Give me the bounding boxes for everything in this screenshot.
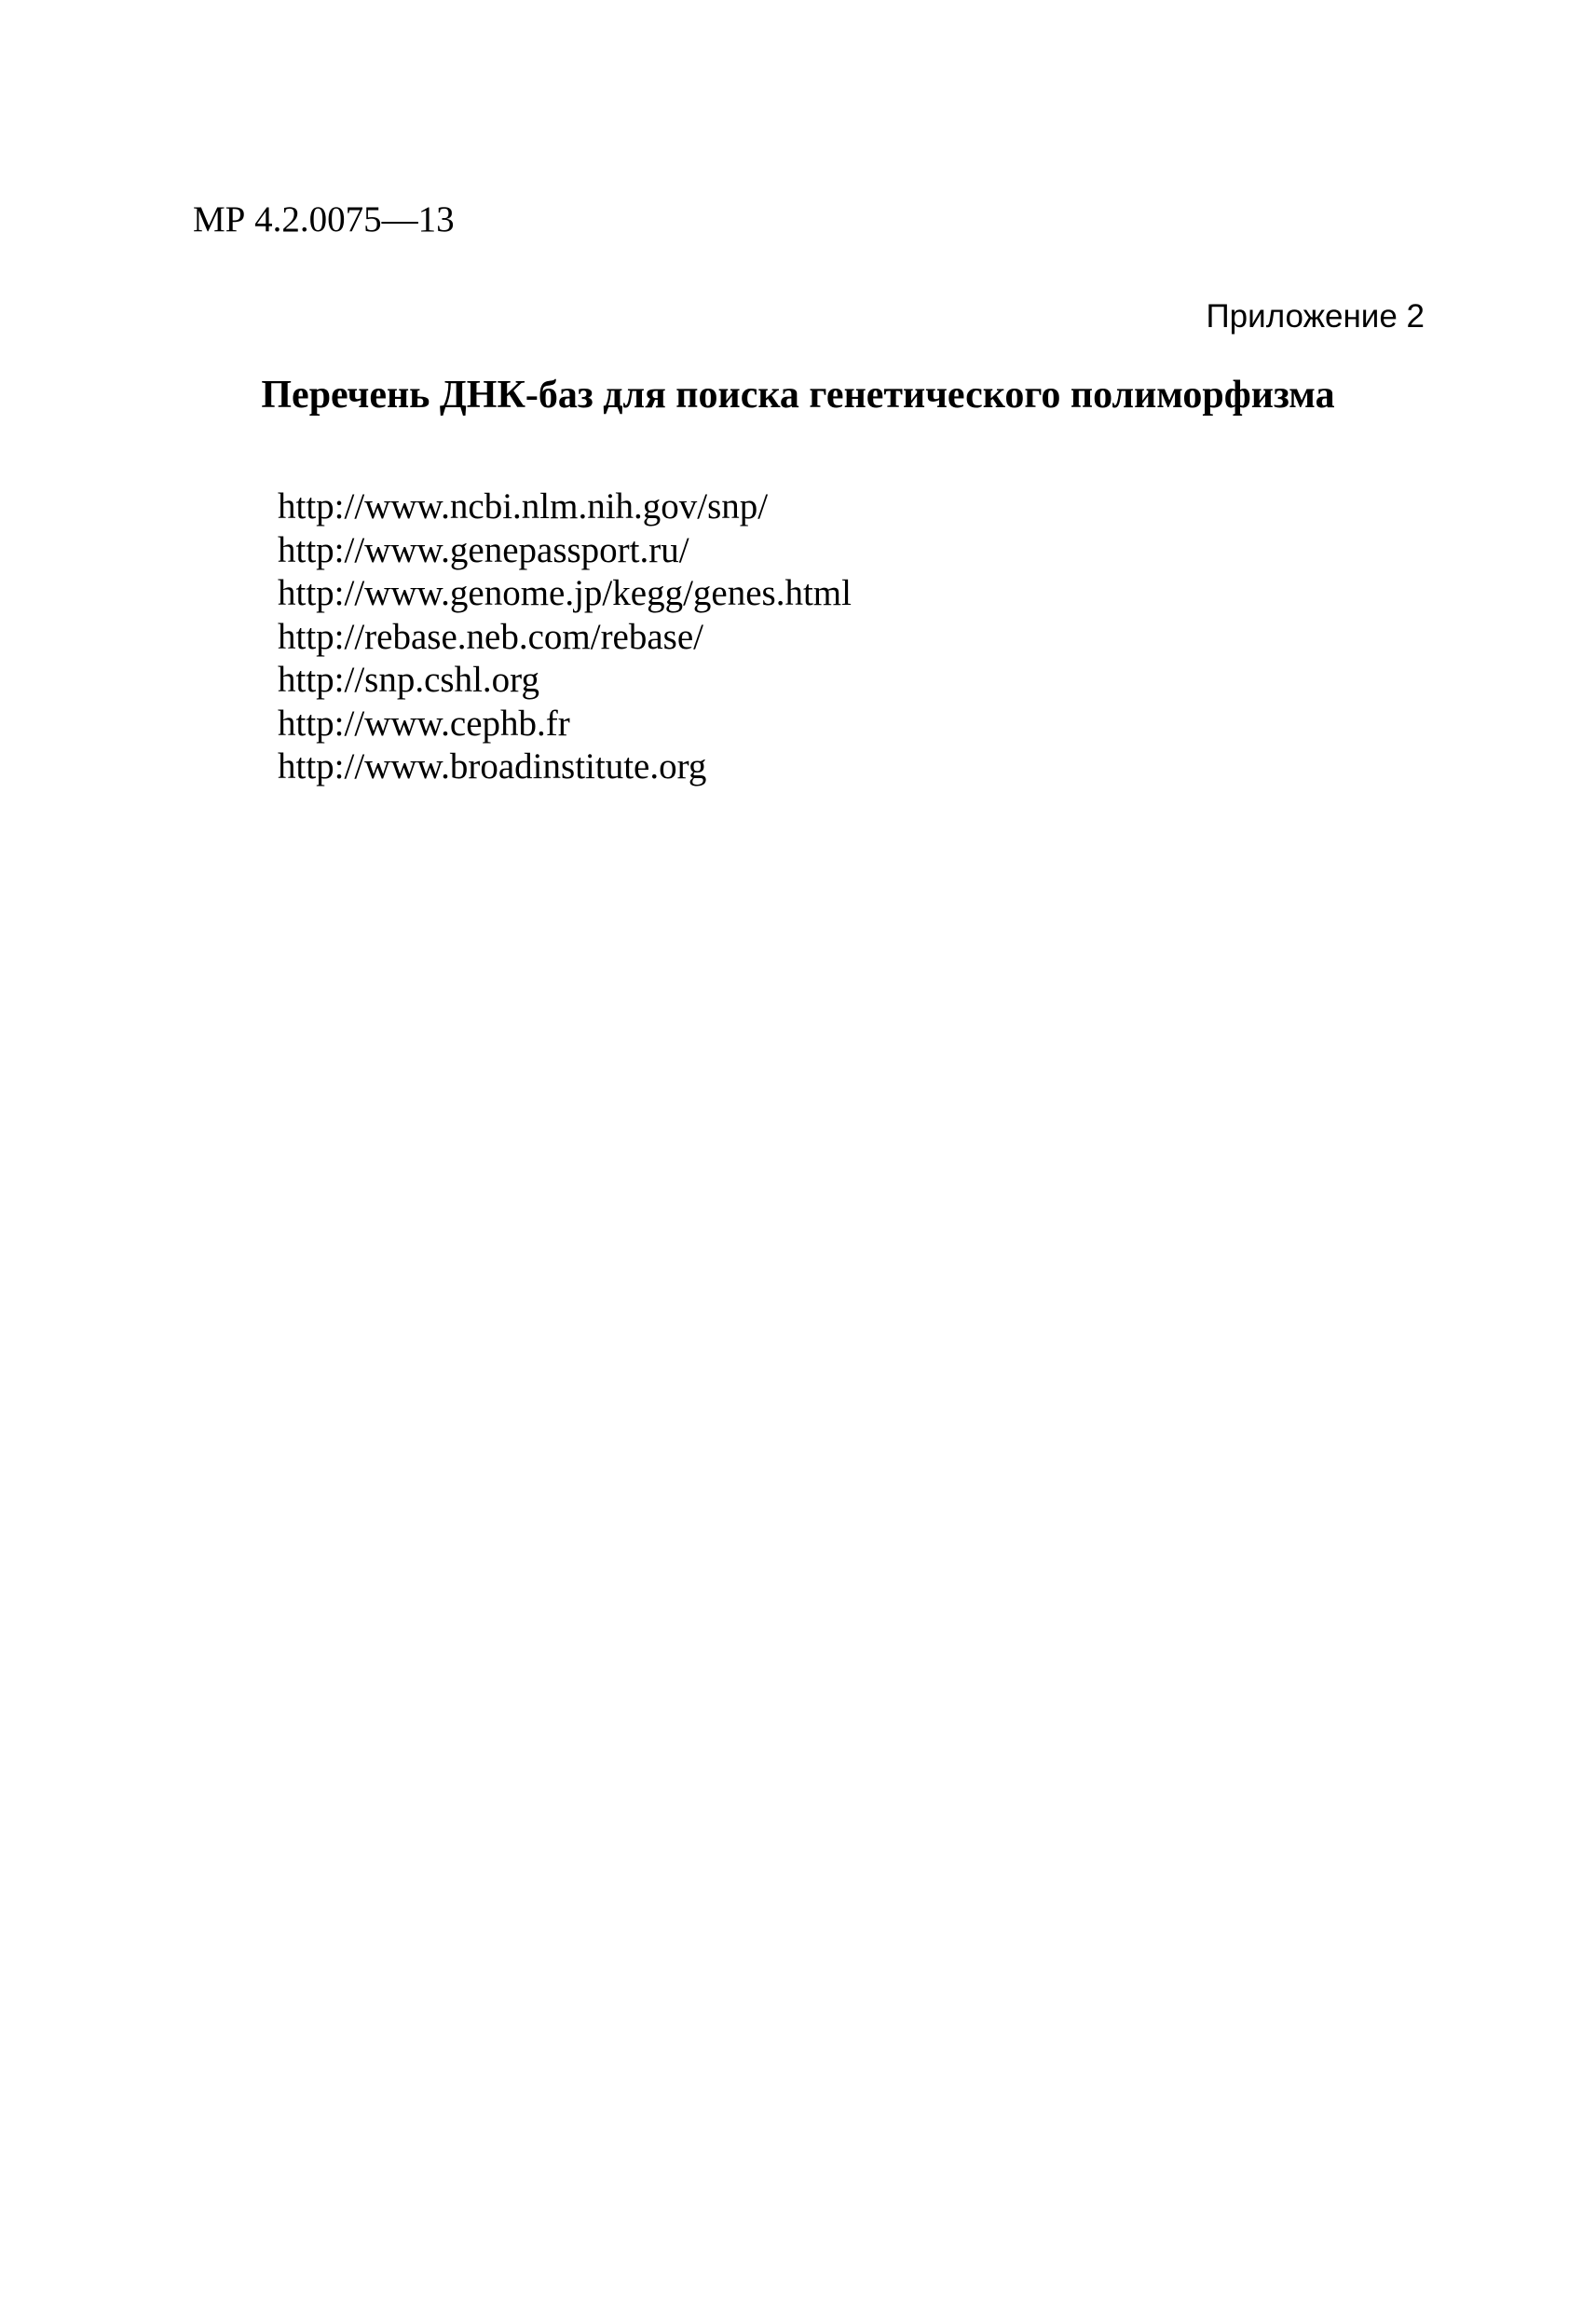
url-item: http://rebase.neb.com/rebase/ (278, 616, 703, 657)
url-item: http://www.genome.jp/kegg/genes.html (278, 573, 852, 613)
appendix-label: Приложение 2 (1206, 298, 1425, 335)
url-item: http://www.genepassport.ru/ (278, 529, 689, 570)
url-item: http://www.cephb.fr (278, 703, 570, 744)
page-title: Перечень ДНК-баз для поиска генетического полиморфизма (261, 374, 1335, 417)
url-list (278, 486, 852, 789)
document-code: МР 4.2.0075—13 (193, 199, 455, 239)
url-item: http://snp.cshl.org (278, 660, 539, 700)
url-item: http://www.ncbi.nlm.nih.gov/snp/ (278, 486, 769, 527)
url-item: http://www.broadinstitute.org (278, 746, 707, 787)
